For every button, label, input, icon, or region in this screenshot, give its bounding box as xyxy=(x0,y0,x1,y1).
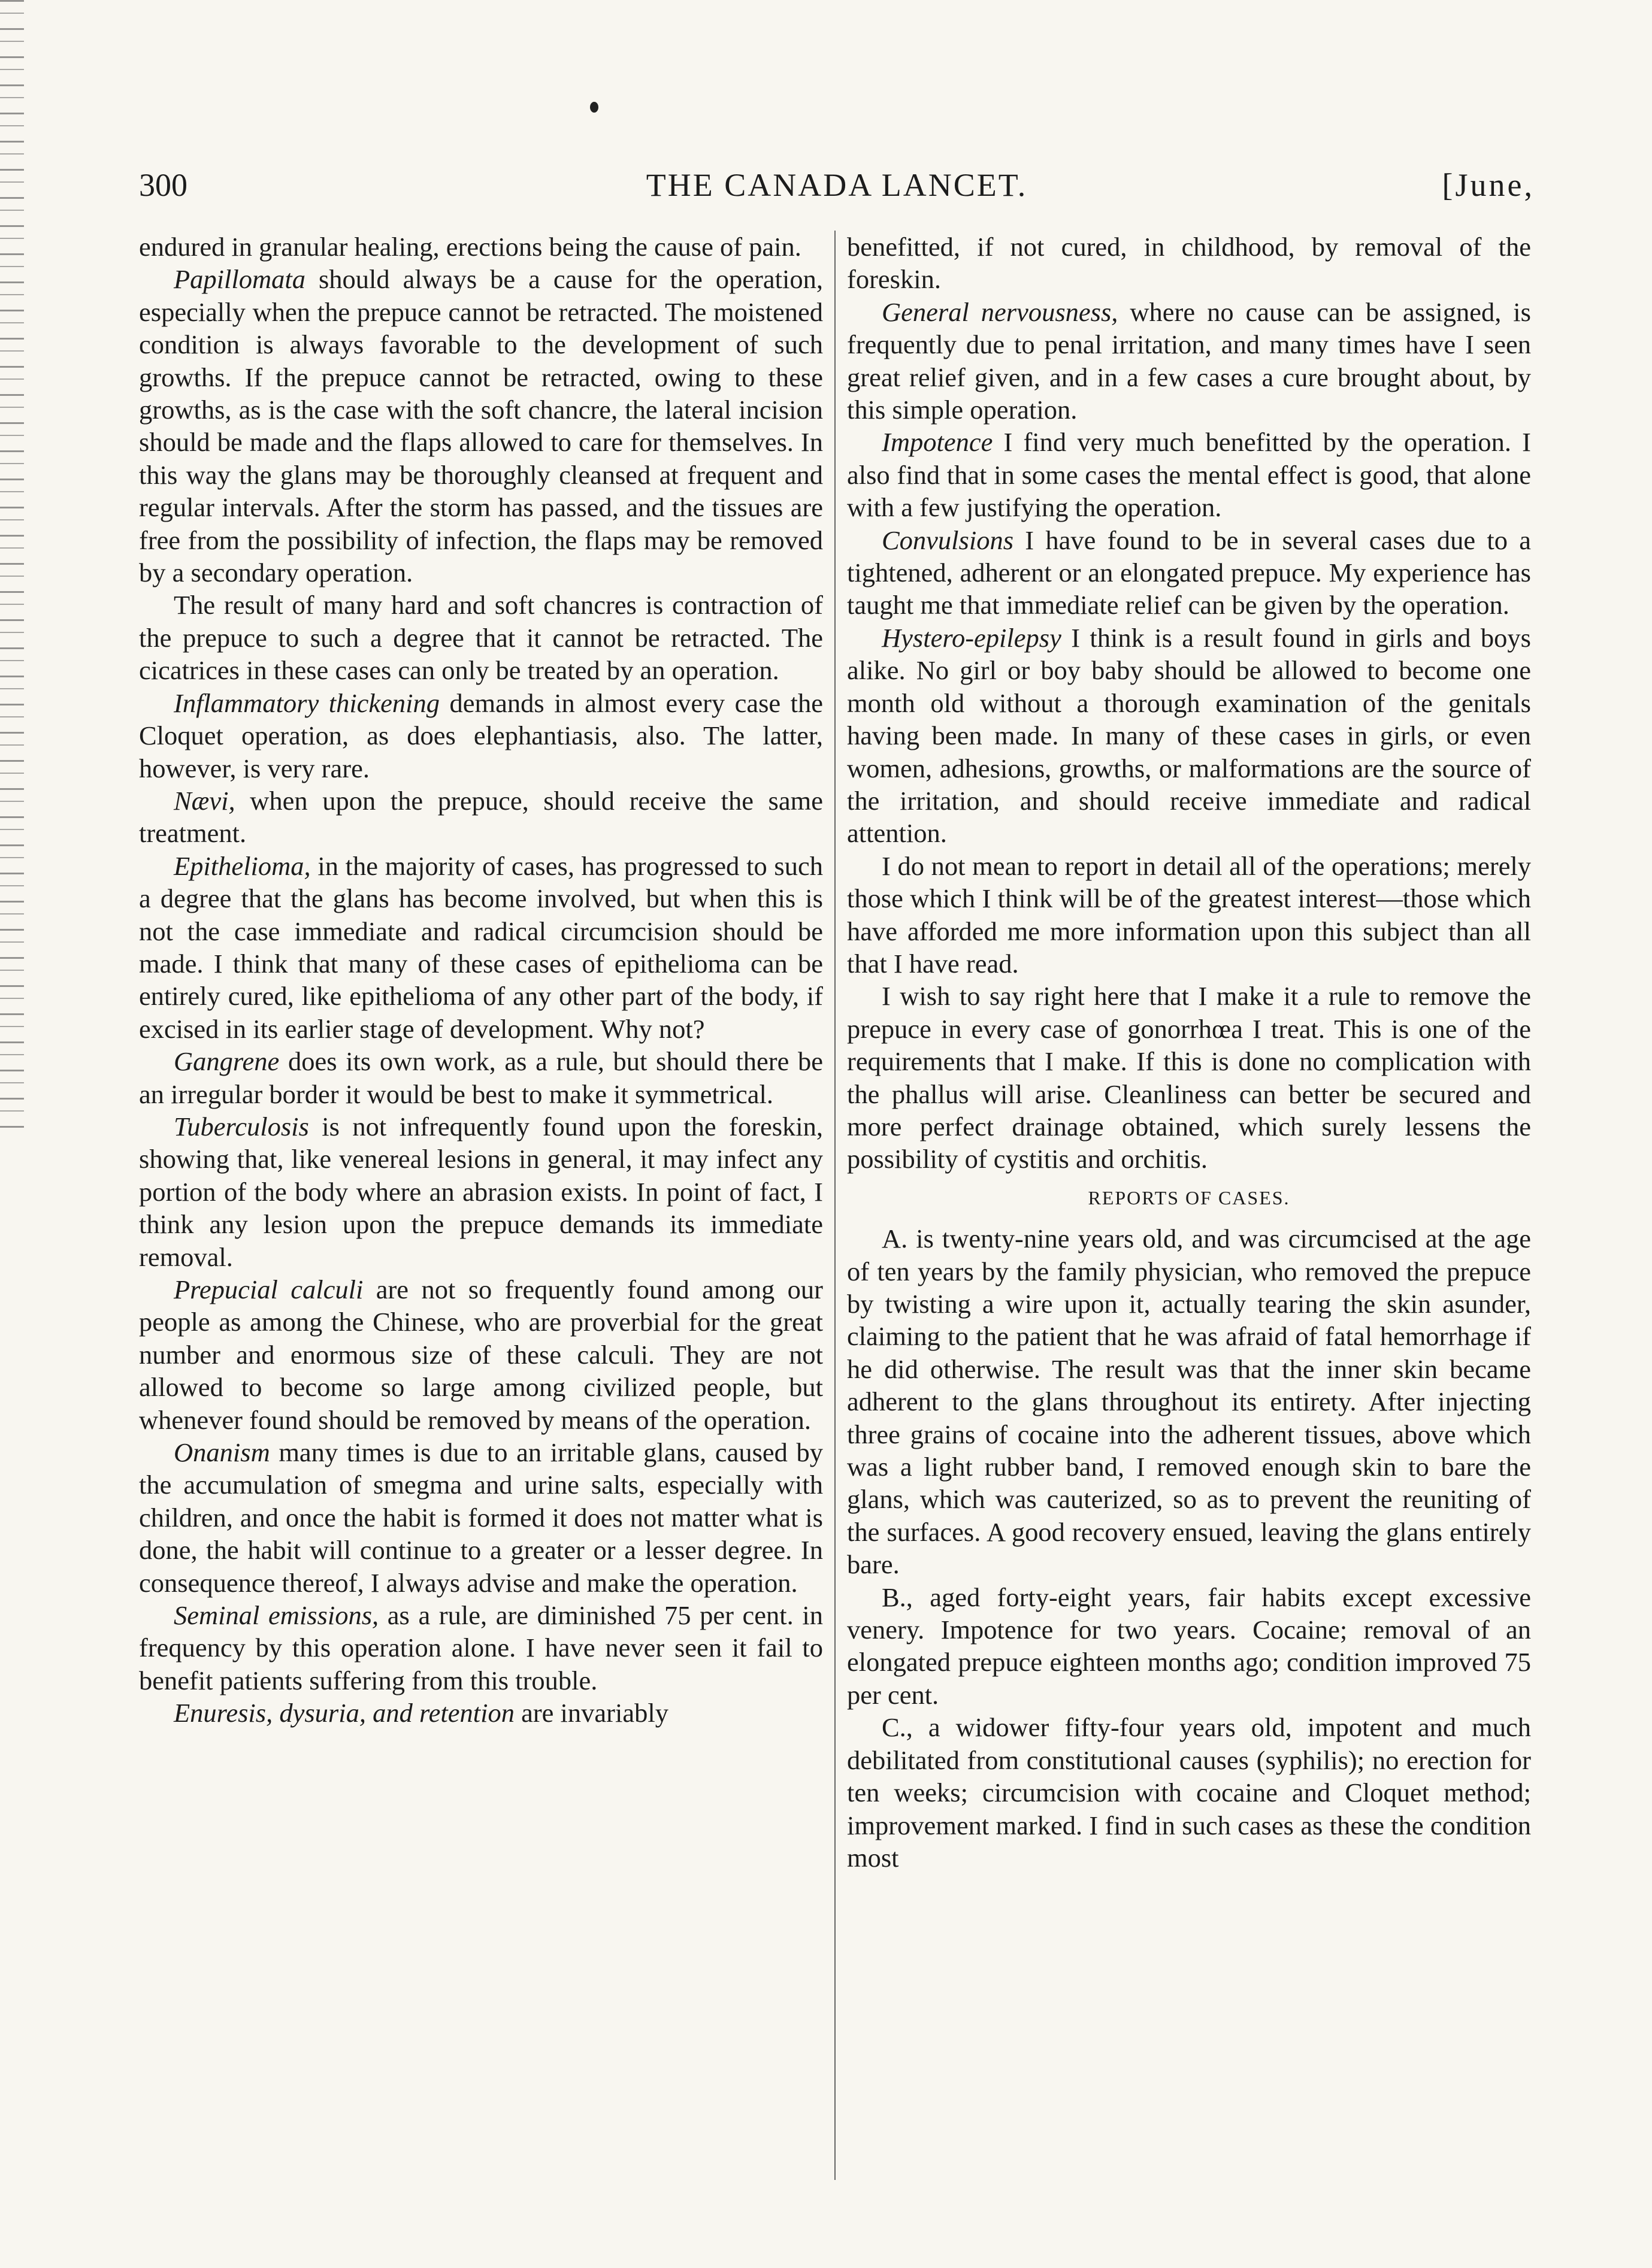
right-column-paragraphs xyxy=(847,231,1531,1176)
paragraph xyxy=(139,1273,823,1436)
case-report: B., aged forty-eight years, fair habits except excessive venery. Impotence for two years. Cocaine; removal of an elongated prepuce eighteen months ago; condition improved 75 per cent. xyxy=(847,1582,1531,1710)
paragraph-lead: Impotence xyxy=(882,427,993,458)
paragraph-lead: Papillomata xyxy=(174,264,306,295)
paragraph-text: as a rule, are diminished 75 per cent. in frequency by this operation alone. I have never seen it fail to benefit patients suffering from this trouble. xyxy=(139,1600,823,1695)
left-column xyxy=(139,231,823,1730)
paragraph xyxy=(847,524,1531,622)
scan-edge xyxy=(0,0,24,1138)
case-report: A. is twenty-nine years old, and was circumcised at the age of ten years by the family physician, who removed the prepuce by twisting a wire upon it, actually tearing the skin asunder, claiming to the patient that he was afraid of fatal hemorrhage if he did otherwise. The result was that the inner skin became adherent to the glans throughout its entirety. After injecting three grains of cocaine into the adherent tissues, above which was a light rubber band, I removed enough skin to bare the glans, which was cauterized, so as to prevent the reuniting of the surfaces. A good recovery ensued, leaving the glans entirely bare. xyxy=(847,1224,1531,1580)
paragraph xyxy=(139,263,823,589)
paragraph-text: is not infrequently found upon the foreskin, showing that, like venereal lesions in general, it may infect any portion of the body where an abrasion exists. In point of fact, I think any lesion upon the prepuce demands its immediate removal. xyxy=(139,1111,823,1272)
paragraph-lead: Prepucial calculi xyxy=(174,1274,364,1304)
right-column xyxy=(847,231,1531,1874)
paragraph-text: does its own work, as a rule, but should there be an irregular border it would be best to make it symmetrical. xyxy=(139,1046,823,1109)
paragraph-lead: Hystero-epilepsy xyxy=(882,622,1061,653)
paragraph-text: where no cause can be assigned, is frequently due to penal irritation, and many times have I seen great relief given, and in a few cases a cure brought about, by this simple operation. xyxy=(847,296,1531,425)
paragraph-text: I wish to say right here that I make it a rule to remove the prepuce in every case of gonorrhœa I treat. This is one of the requirements that I make. If this is done no complication with the phallus will arise. Cleanliness can better be secured and more perfect drainage obtained, which surely lessens the possibility of cystitis and orchitis. xyxy=(847,981,1531,1174)
paragraph xyxy=(139,687,823,785)
paragraph-text: many times is due to an irritable glans, caused by the accumulation of smegma and urine salts, especially with children, and once the habit is formed it does not matter what is done, the habit will continue to a greater or a lesser degree. In consequence thereof, I always advise and make the operation. xyxy=(139,1437,823,1598)
paragraph-lead: Seminal emissions, xyxy=(174,1600,379,1631)
reports-heading: REPORTS OF CASES. xyxy=(1088,1186,1290,1209)
paragraph-lead: Nævi, xyxy=(174,785,235,816)
paragraph-lead: Onanism xyxy=(174,1437,270,1468)
paragraph xyxy=(847,980,1531,1175)
paragraph-text: I have found to be in several cases due to a tightened, adherent or an elongated prepuce. My experience has taught me that immediate relief can be given by the operation. xyxy=(847,525,1531,620)
paragraph-lead: Convulsions xyxy=(882,525,1014,555)
paragraph xyxy=(139,1436,823,1599)
paragraph-lead: Inflammatory thickening xyxy=(174,688,440,718)
paragraph xyxy=(847,231,1531,296)
column-rule xyxy=(834,231,836,2180)
paragraph-text: are invariably xyxy=(514,1698,668,1728)
paragraph xyxy=(139,785,823,850)
ink-dot xyxy=(590,102,598,113)
paragraph-lead: Tuberculosis xyxy=(174,1111,309,1141)
paragraph xyxy=(847,296,1531,426)
paragraph-text: benefitted, if not cured, in childhood, by removal of the foreskin. xyxy=(847,232,1531,295)
paragraph-text: when upon the prepuce, should receive the same treatment. xyxy=(139,785,823,849)
paragraph-text: in the majority of cases, has progressed to such a degree that the glans has become involved, but when this is not the case immediate and radical circumcision should be made. I think that many of these cases of epithelioma can be entirely cured, like epithelioma of any other part of the body, if excised in its earlier stage of development. Why not? xyxy=(139,850,823,1044)
paragraph xyxy=(139,1045,823,1110)
page-number: 300 xyxy=(139,167,187,203)
paragraph-text: The result of many hard and soft chancres is contraction of the prepuce to such a degree that it cannot be retracted. The cicatrices in these cases can only be treated by an operation. xyxy=(139,590,823,686)
paragraph-text: I do not mean to report in detail all of the operations; merely those which I think will be of the greatest interest—those which have afforded me more information upon this subject than all that I have read. xyxy=(847,850,1531,979)
paragraph-lead: Enuresis, dysuria, and retention xyxy=(174,1698,515,1728)
paragraph-lead: Gangrene xyxy=(174,1046,280,1077)
paragraph-text: I find very much benefitted by the operation. I also find that in some cases the mental effect is good, that alone with a few justifying the operation. xyxy=(847,427,1531,523)
paragraph-text: demands in almost every case the Cloquet operation, as does elephantiasis, also. The latter, however, is very rare. xyxy=(139,688,823,783)
running-header xyxy=(139,166,1535,214)
paragraph xyxy=(847,622,1531,850)
paragraph xyxy=(139,589,823,686)
paragraph xyxy=(847,426,1531,523)
journal-title: THE CANADA LANCET. xyxy=(646,167,1028,203)
case-report: C., a widower fifty-four years old, impotent and much debilitated from constitutional causes (syphilis); no erection for ten weeks; circumcision with cocaine and Cloquet method; improvement marked. I find in such cases as these the condition most xyxy=(847,1712,1531,1873)
paragraph-lead: General nervousness, xyxy=(882,296,1118,327)
paragraph-text: should always be a cause for the operation, especially when the prepuce cannot be retracted. The moistened condition is always favorable to the development of such growths. If the prepuce cannot be retracted, owing to these growths, as is the case with the soft chancre, the lateral incision should be made and the flaps allowed to care for themselves. In this way the glans may be thoroughly cleansed at frequent and regular intervals. After the storm has passed, and the tissues are free from the possibility of infection, the flaps may be removed by a secondary operation. xyxy=(139,264,823,588)
paragraph-text: endured in granular healing, erections being the cause of pain. xyxy=(139,232,801,262)
paragraph xyxy=(139,1697,823,1729)
paragraph-text: are not so frequently found among our people as among the Chinese, who are proverbial for the great number and enormous size of these calculi. They are not allowed to become so large among civilized people, but whenever found should be removed by means of the operation. xyxy=(139,1274,824,1435)
paragraph xyxy=(139,1599,823,1697)
paragraph xyxy=(847,850,1531,980)
issue-month: [June, xyxy=(1442,167,1535,203)
case-reports xyxy=(847,1222,1531,1874)
paragraph xyxy=(139,850,823,1045)
paragraph-lead: Epithelioma, xyxy=(174,850,311,881)
paragraph xyxy=(139,231,823,263)
paragraph xyxy=(139,1110,823,1273)
paragraph-text: I think is a result found in girls and boys alike. No girl or boy baby should be allowed to become one month old without a thorough examination of the genitals having been made. In many of these cases in girls, or even women, adhesions, growths, or malformations are the source of the irritation, and should receive immediate and radical attention. xyxy=(847,622,1531,849)
